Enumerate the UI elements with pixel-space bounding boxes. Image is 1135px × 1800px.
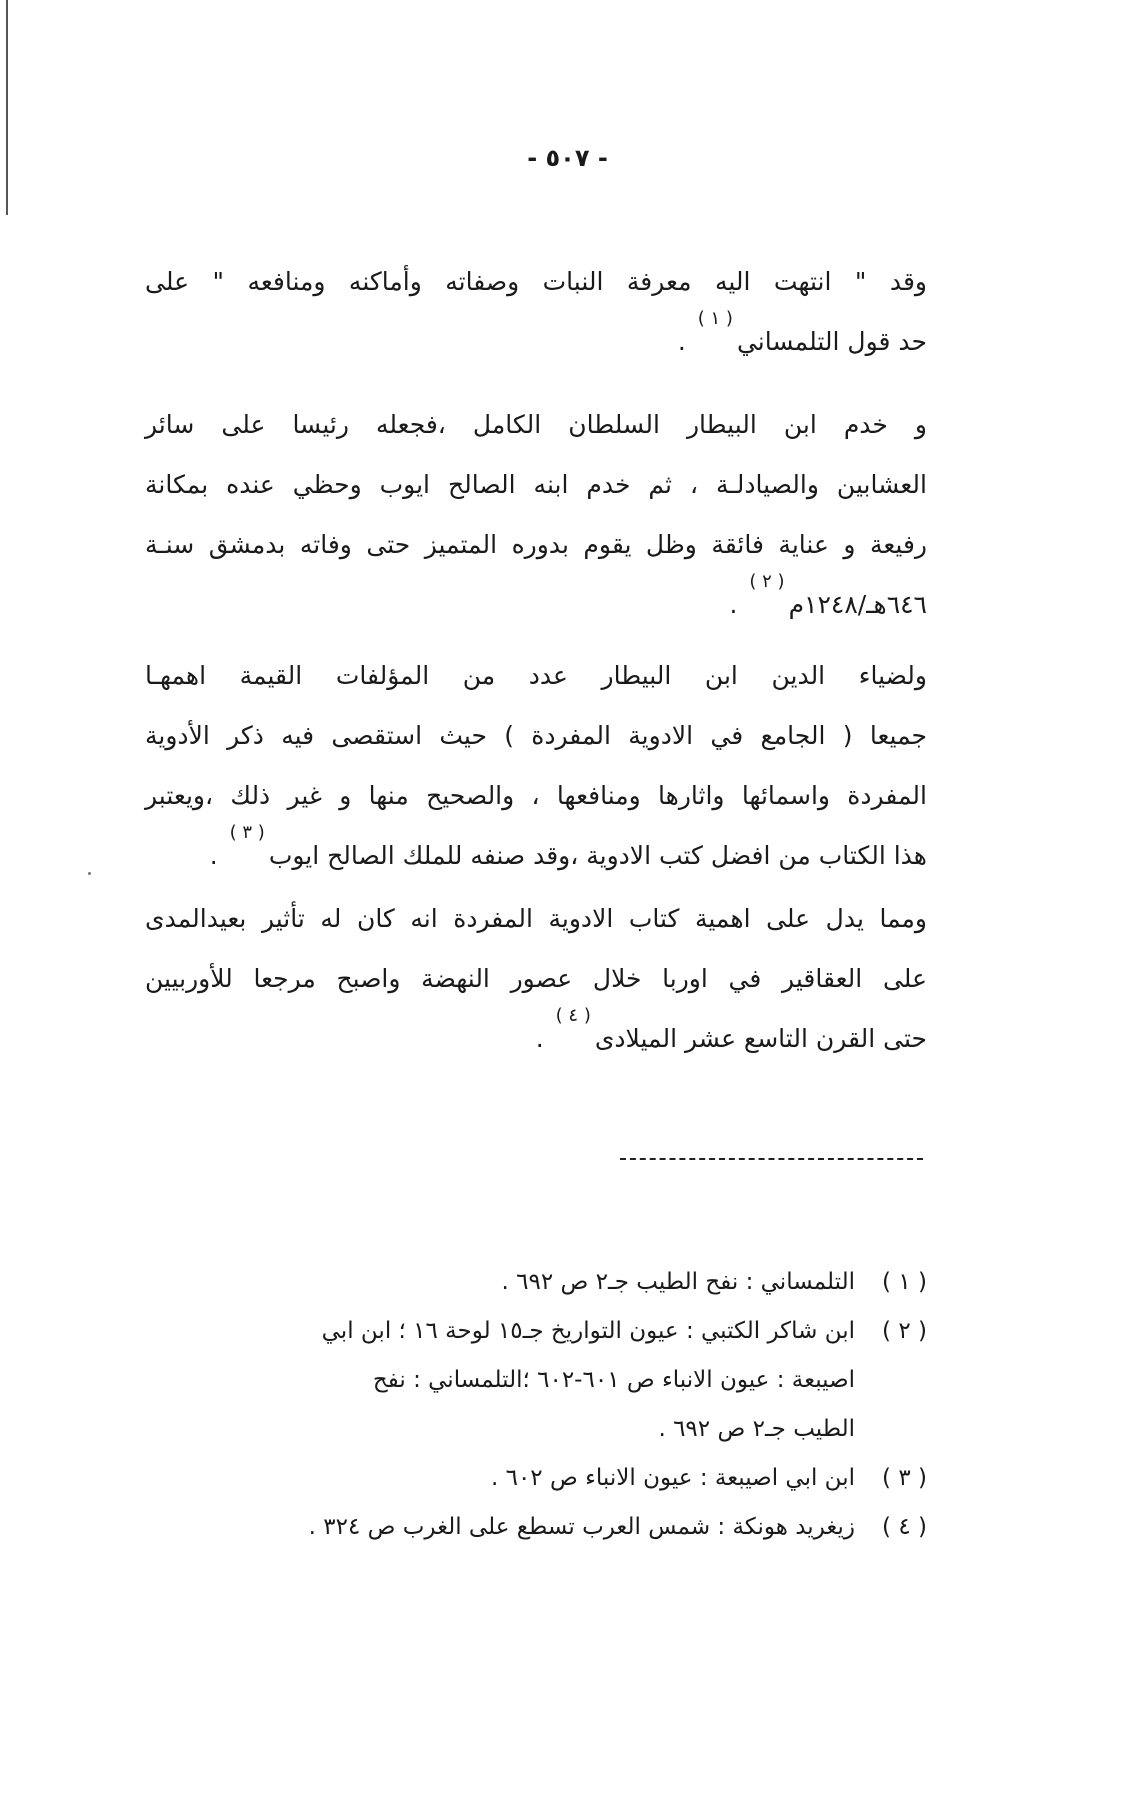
- line-text: هذا الكتاب من افضل كتب الادوية ،وقد صنفه للملك الصالح ايوب: [268, 841, 927, 870]
- footnote-text: اصيبعة : عيون الانباء ص ٦٠١-٦٠٢ ؛التلمساني : نفح: [372, 1367, 855, 1393]
- footnote-item: [145, 1356, 927, 1405]
- footnote-ref-1: ( ١ ): [697, 308, 733, 329]
- footnotes-list: [145, 1258, 927, 1552]
- paragraph-line: ومما يدل على اهمية كتاب الادوية المفردة انه كان له تأثير بعيدالمدى: [145, 904, 927, 933]
- footnote-number: [855, 1356, 927, 1405]
- line-text: ٦٤٦هـ/١٢٤٨م: [788, 590, 927, 619]
- footnote-number: ( ١ ): [882, 1269, 927, 1295]
- footnote-item: [145, 1258, 927, 1307]
- footnote-number: [855, 1405, 927, 1454]
- footnote-ref-2: ( ٢ ): [749, 571, 785, 592]
- line-text: حد قول التلمساني: [736, 327, 927, 356]
- paragraph-line: رفيعة و عناية فائقة وظل يقوم بدوره المتميز حتى وفاته بدمشق سنـة: [145, 530, 927, 559]
- paragraph-line: المفردة واسمائها واثارها ومنافعها ، والصحيح منها و غير ذلك ،ويعتبر: [145, 781, 927, 810]
- paragraph-line: ٦٤٦هـ/١٢٤٨م( ٢ ) .: [145, 575, 927, 638]
- paragraph-line: جميعا ( الجامع في الادوية المفردة ) حيث استقصى فيه ذكر الأدوية: [145, 721, 927, 750]
- paragraph-3: [145, 646, 927, 1072]
- paragraph-1: [145, 252, 927, 375]
- footnote-item: [145, 1405, 927, 1454]
- paragraph-line: ولضياء الدين ابن البيطار عدد من المؤلفات القيمة اهمهـا: [145, 661, 927, 690]
- footnote-item: [145, 1503, 927, 1552]
- footnote-text: ابن شاكر الكتبي : عيون التواريخ جـ١٥ لوحة ١٦ ؛ ابن ابي: [321, 1318, 855, 1344]
- paragraph-line: وقد " انتهت اليه معرفة النبات وصفاته وأماكنه ومنافعه " على: [145, 267, 927, 296]
- paragraph-line: هذا الكتاب من افضل كتب الادوية ،وقد صنفه للملك الصالح ايوب( ٣ ) .: [145, 826, 927, 889]
- footnote-number: ( ٢ ): [882, 1318, 927, 1344]
- line-text: حتى القرن التاسع عشر الميلادى: [594, 1024, 927, 1053]
- footnote-text: ابن ابي اصيبعة : عيون الانباء ص ٦٠٢ .: [490, 1465, 855, 1491]
- footnote-ref-4: ( ٤ ): [555, 1005, 591, 1026]
- paragraph-line: على العقاقير في اوربا خلال عصور النهضة واصبح مرجعا للأوربيين: [145, 964, 927, 993]
- footnote-item: [145, 1307, 927, 1356]
- footnote-text: الطيب جـ٢ ص ٦٩٢ .: [658, 1416, 855, 1442]
- footnote-text: زيغريد هونكة : شمس العرب تسطع على الغرب ص ٣٢٤ .: [308, 1514, 855, 1540]
- footnote-item: [145, 1454, 927, 1503]
- paragraph-line: حد قول التلمساني( ١ ) .: [145, 312, 927, 375]
- paragraph-line: و خدم ابن البيطار السلطان الكامل ،فجعله رئيسا على سائر: [145, 410, 927, 439]
- footnote-number: ( ٣ ): [882, 1465, 927, 1491]
- paragraph-2: [145, 395, 927, 638]
- footnote-text: التلمساني : نفح الطيب جـ٢ ص ٦٩٢ .: [501, 1269, 855, 1295]
- scan-edge-line: [6, 0, 8, 215]
- paragraph-line: حتى القرن التاسع عشر الميلادى( ٤ ) .: [145, 1009, 927, 1072]
- footnote-number: ( ٤ ): [882, 1514, 927, 1540]
- footnote-ref-3: ( ٣ ): [229, 822, 265, 843]
- scan-speck: [88, 872, 91, 875]
- footnote-separator: [620, 1158, 923, 1160]
- page-number: - ٥٠٧ -: [527, 144, 608, 172]
- paragraph-line: العشابين والصيادلـة ، ثم خدم ابنه الصالح ايوب وحظي عنده بمكانة: [145, 470, 927, 499]
